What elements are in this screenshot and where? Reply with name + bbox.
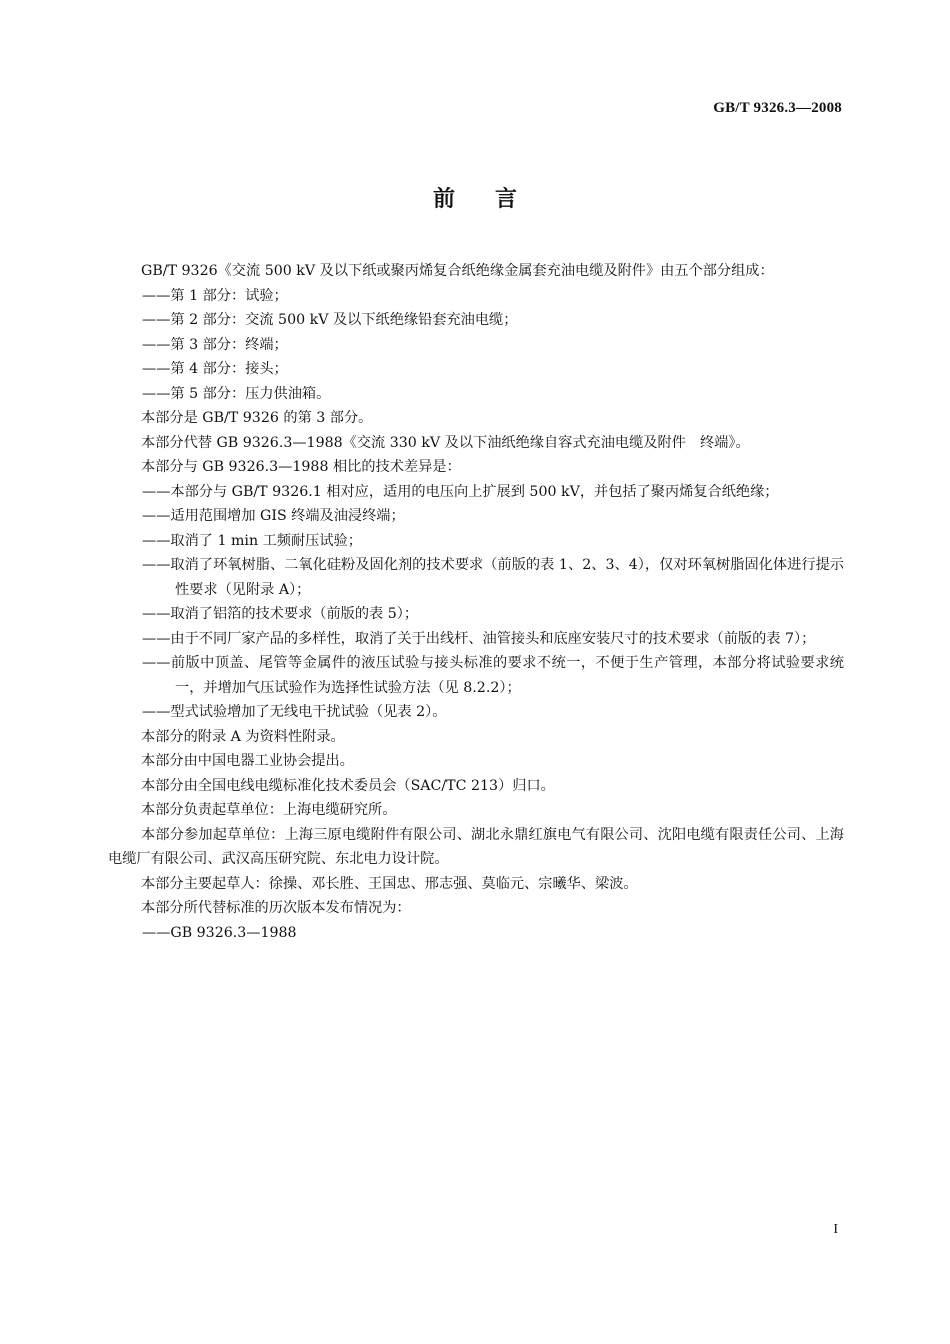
list-item: ——取消了铝箔的技术要求（前版的表 5）； (142, 606, 419, 622)
paragraph: 本部分与 GB 9326.3—1988 相比的技术差异是： (141, 459, 461, 475)
list-item: ——第 3 部分：终端； (142, 336, 288, 353)
paragraph: 本部分由中国电器工业协会提出。 (141, 753, 354, 769)
list-item: ——GB 9326.3—1988 (142, 924, 297, 941)
list-item: ——第 1 部分：试验； (142, 287, 288, 304)
standard-code: GB/T 9326.3—2008 (713, 100, 842, 116)
paragraph: 本部分的附录 A 为资料性附录。 (141, 728, 345, 745)
paragraph: 本部分参加起草单位：上海三原电缆附件有限公司、湖北永鼎红旗电气有限公司、沈阳电缆有限责任公司、上海电缆厂有限公司、武汉高压研究院、东北电力设计院。 (108, 826, 844, 867)
paragraph: 本部分由全国电线电缆标准化技术委员会（SAC/TC 213）归口。 (141, 777, 555, 794)
paragraph: 本部分是 GB/T 9326 的第 3 部分。 (141, 410, 373, 426)
list-item: ——第 5 部分：压力供油箱。 (142, 385, 331, 402)
list-item: ——第 4 部分：接头； (142, 361, 288, 377)
list-item: ——型式试验增加了无线电干扰试验（见表 2）。 (142, 704, 447, 720)
paragraph: GB/T 9326《交流 500 kV 及以下纸或聚丙烯复合纸绝缘金属套充油电缆及附件》由五个部分组成： (141, 263, 774, 279)
paragraph: 本部分负责起草单位：上海电缆研究所。 (141, 802, 397, 818)
list-item: ——由于不同厂家产品的多样性，取消了关于出线杆、油管接头和底座安装尺寸的技术要求（前版的表 7）； (142, 630, 816, 647)
list-item: ——前版中顶盖、尾管等金属件的液压试验与接头标准的要求不统一，不便于生产管理，本部分将试验要求统一，并增加气压试验作为选择性试验方法（见 8.2.2）； (142, 655, 844, 696)
list-item: ——本部分与 GB/T 9326.1 相对应，适用的电压向上扩展到 500 kV，并包括了聚丙烯复合纸绝缘； (142, 483, 779, 500)
page-number: I (833, 1222, 838, 1237)
list-item: ——取消了 1 min 工频耐压试验； (142, 532, 362, 549)
page-title: 前言 (432, 187, 557, 212)
document-body (108, 259, 844, 945)
paragraph: 本部分所代替标准的历次版本发布情况为： (141, 900, 411, 916)
list-item: ——第 2 部分：交流 500 kV 及以下纸绝缘铅套充油电缆； (142, 312, 518, 328)
list-item: ——适用范围增加 GIS 终端及油浸终端； (142, 508, 405, 524)
paragraph: 本部分主要起草人：徐操、邓长胜、王国忠、邢志强、莫临元、宗曦华、梁波。 (141, 875, 638, 892)
paragraph: 本部分代替 GB 9326.3—1988《交流 330 kV 及以下油纸绝缘自容式充油电缆及附件 终端》。 (141, 434, 750, 451)
list-item: ——取消了环氧树脂、二氧化硅粉及固化剂的技术要求（前版的表 1、2、3、4），仅对环氧树脂固化体进行提示性要求（见附录 A）； (142, 557, 844, 598)
